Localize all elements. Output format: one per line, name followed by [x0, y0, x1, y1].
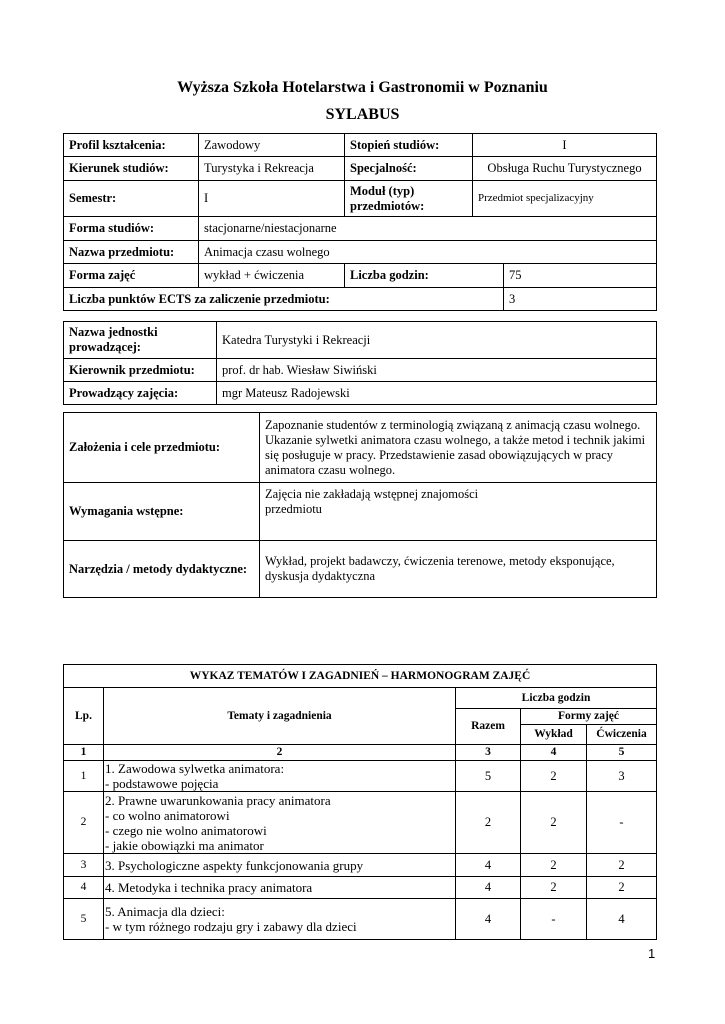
topic-line: 2. Prawne uwarunkowania pracy animatora	[105, 792, 331, 808]
topic-line: - co wolno animatorowi	[105, 807, 230, 823]
semestr-value: I	[199, 181, 345, 217]
row-cwiczenia: 2	[587, 877, 657, 899]
specjalnosc-value: Obsługa Ruchu Turystycznego	[473, 157, 657, 181]
row-topic	[104, 899, 456, 940]
zalozenia-value: Zapoznanie studentów z terminologią związaną z animacją czasu wolnego. Ukazanie sylwetki animatora czasu wolnego, a także metod i technik jakimi się posługuje w pracy. Przedstawienie zasad obowiązujących w pracy animatora czasu wolnego.	[260, 413, 657, 483]
topic-line: 5. Animacja dla dzieci:	[105, 904, 225, 919]
row-topic	[104, 877, 456, 899]
row-razem: 4	[456, 854, 521, 877]
schedule-title: WYKAZ TEMATÓW I ZAGADNIEŃ – HARMONOGRAM ZAJĘĆ	[64, 665, 657, 688]
row-razem: 2	[456, 792, 521, 854]
narzedzia-label: Narzędzia / metody dydaktyczne:	[64, 541, 260, 598]
row-lp: 3	[64, 854, 104, 877]
row-razem: 5	[456, 761, 521, 792]
table-row	[64, 899, 657, 940]
topics-header: Tematy i zagadnienia	[104, 688, 456, 745]
table-row	[64, 792, 657, 854]
topic-line: - w tym różnego rodzaju gry i zabawy dla dzieci	[105, 919, 357, 934]
row-lp: 1	[64, 761, 104, 792]
wyklad-header: Wykład	[521, 725, 587, 745]
semestr-label: Semestr:	[64, 181, 199, 217]
stopien-label: Stopień studiów:	[345, 134, 473, 157]
forma-zajec-label: Forma zajęć	[64, 264, 199, 288]
godziny-label: Liczba godzin:	[345, 264, 504, 288]
nazwa-label: Nazwa przedmiotu:	[64, 241, 199, 264]
modul-value: Przedmiot specjalizacyjny	[473, 181, 657, 217]
table-row	[64, 877, 657, 899]
hours-header: Liczba godzin	[456, 688, 657, 709]
kierunek-value: Turystyka i Rekreacja	[199, 157, 345, 181]
topic-line: - podstawowe pojęcia	[105, 776, 219, 791]
jednostka-value: Katedra Turystyki i Rekreacji	[217, 322, 657, 359]
profil-label: Profil kształcenia:	[64, 134, 199, 157]
topic-line: - jakie obowiązki ma animator	[105, 837, 264, 853]
forma-studiow-value: stacjonarne/niestacjonarne	[199, 217, 657, 241]
col-number: 1	[64, 745, 104, 761]
kierunek-label: Kierunek studiów:	[64, 157, 199, 181]
godziny-value: 75	[504, 264, 657, 288]
topic-line: 3. Psychologiczne aspekty funkcjonowania grupy	[105, 857, 364, 873]
nazwa-value: Animacja czasu wolnego	[199, 241, 657, 264]
topic-line: 1. Zawodowa sylwetka animatora:	[105, 761, 285, 776]
col-number: 3	[456, 745, 521, 761]
row-wyklad: -	[521, 899, 587, 940]
goals-table	[63, 412, 657, 598]
row-wyklad: 2	[521, 854, 587, 877]
topic-line: 4. Metodyka i technika pracy animatora	[105, 880, 313, 895]
row-wyklad: 2	[521, 761, 587, 792]
wymagania-value: Zajęcia nie zakładają wstępnej znajomości przedmiotu	[260, 483, 657, 541]
school-title: Wyższa Szkoła Hotelarstwa i Gastronomii w Poznaniu	[177, 79, 548, 96]
kierownik-value: prof. dr hab. Wiesław Siwiński	[217, 359, 657, 382]
row-wyklad: 2	[521, 877, 587, 899]
forma-zajec-value: wykład + ćwiczenia	[199, 264, 345, 288]
row-razem: 4	[456, 877, 521, 899]
wymagania-label: Wymagania wstępne:	[64, 483, 260, 541]
modul-label: Moduł (typ) przedmiotów:	[345, 181, 473, 217]
specjalnosc-label: Specjalność:	[345, 157, 473, 181]
row-topic	[104, 792, 456, 854]
kierownik-label: Kierownik przedmiotu:	[64, 359, 217, 382]
col-number: 2	[104, 745, 456, 761]
row-lp: 4	[64, 877, 104, 899]
prowadzacy-label: Prowadzący zajęcia:	[64, 382, 217, 405]
row-cwiczenia: 2	[587, 854, 657, 877]
info-table	[63, 133, 657, 311]
lp-header: Lp.	[64, 688, 104, 745]
row-lp: 2	[64, 792, 104, 854]
col-number: 5	[587, 745, 657, 761]
row-razem: 4	[456, 899, 521, 940]
row-cwiczenia: 3	[587, 761, 657, 792]
col-number: 4	[521, 745, 587, 761]
formy-header: Formy zajęć	[521, 709, 657, 725]
zalozenia-label: Założenia i cele przedmiotu:	[64, 413, 260, 483]
forma-studiow-label: Forma studiów:	[64, 217, 199, 241]
table-row	[64, 854, 657, 877]
ects-value: 3	[504, 288, 657, 311]
row-topic	[104, 761, 456, 792]
row-topic	[104, 854, 456, 877]
narzedzia-value: Wykład, projekt badawczy, ćwiczenia terenowe, metody eksponujące, dyskusja dydaktyczna	[260, 541, 657, 598]
topic-line: - czego nie wolno animatorowi	[105, 822, 267, 838]
razem-header: Razem	[456, 709, 521, 745]
row-lp: 5	[64, 899, 104, 940]
stopien-value: I	[473, 134, 657, 157]
profil-value: Zawodowy	[199, 134, 345, 157]
schedule-table	[63, 664, 657, 940]
document-title: SYLABUS	[325, 106, 400, 123]
cwiczenia-header: Ćwiczenia	[587, 725, 657, 745]
row-cwiczenia: -	[587, 792, 657, 854]
row-cwiczenia: 4	[587, 899, 657, 940]
table-row	[64, 761, 657, 792]
prowadzacy-value: mgr Mateusz Radojewski	[217, 382, 657, 405]
page-number: 1	[648, 946, 656, 961]
jednostka-label: Nazwa jednostki prowadzącej:	[64, 322, 217, 359]
ects-label: Liczba punktów ECTS za zaliczenie przedmiotu:	[64, 288, 504, 311]
row-wyklad: 2	[521, 792, 587, 854]
unit-table	[63, 321, 657, 405]
